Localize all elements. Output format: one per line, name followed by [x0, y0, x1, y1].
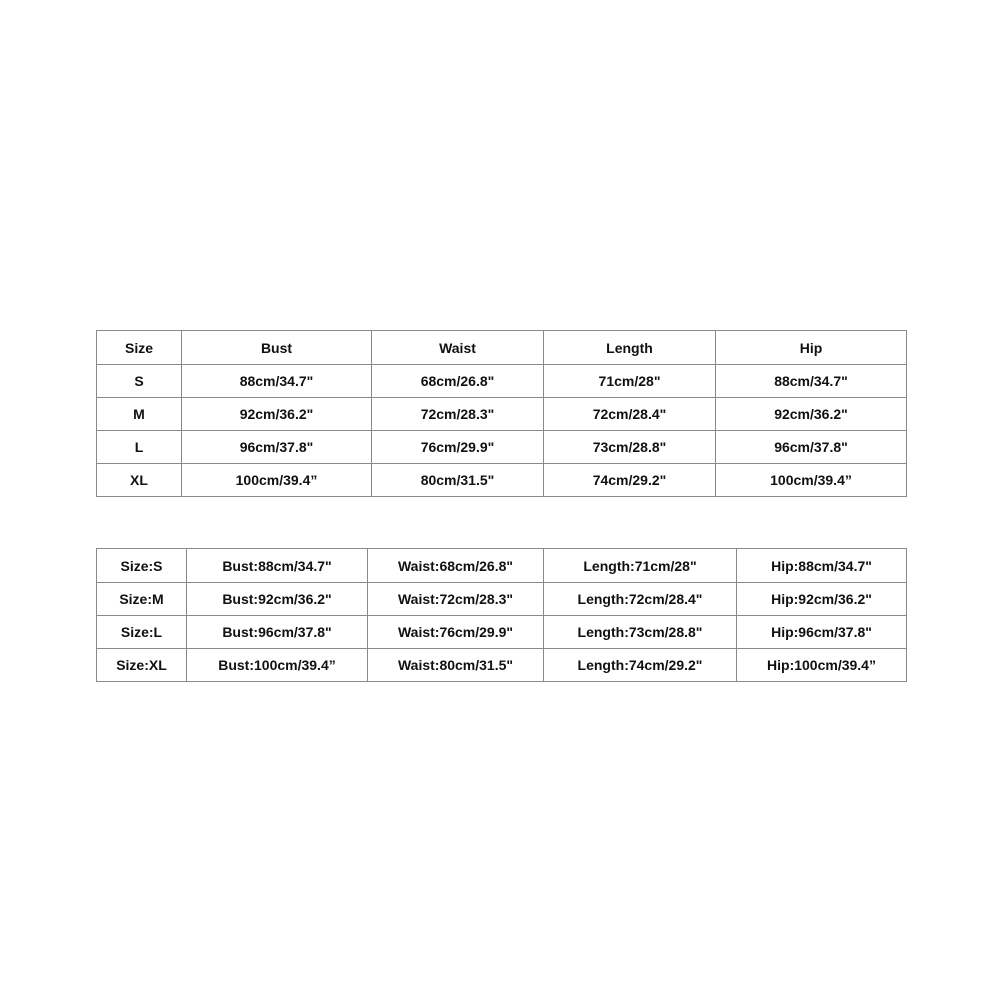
cell-hip: 96cm/37.8" [716, 431, 907, 464]
cell-bust: 100cm/39.4” [182, 464, 372, 497]
cell-hip: 92cm/36.2" [716, 398, 907, 431]
cell-hip: Hip:88cm/34.7" [737, 549, 907, 583]
cell-length: Length:73cm/28.8" [544, 616, 737, 649]
table-header-row [97, 331, 907, 365]
cell-length: 74cm/29.2" [544, 464, 716, 497]
cell-size: Size:S [97, 549, 187, 583]
cell-size: M [97, 398, 182, 431]
header-waist: Waist [372, 331, 544, 365]
cell-waist: 68cm/26.8" [372, 365, 544, 398]
table-row [97, 583, 907, 616]
table-row [97, 549, 907, 583]
cell-hip: 100cm/39.4” [716, 464, 907, 497]
cell-size: Size:M [97, 583, 187, 616]
cell-hip: Hip:100cm/39.4” [737, 649, 907, 682]
cell-size: L [97, 431, 182, 464]
header-length: Length [544, 331, 716, 365]
cell-waist: Waist:80cm/31.5" [368, 649, 544, 682]
cell-size: Size:XL [97, 649, 187, 682]
cell-bust: Bust:96cm/37.8" [187, 616, 368, 649]
cell-waist: 76cm/29.9" [372, 431, 544, 464]
cell-waist: Waist:68cm/26.8" [368, 549, 544, 583]
size-chart-table [96, 330, 907, 497]
cell-length: Length:71cm/28" [544, 549, 737, 583]
cell-length: 71cm/28" [544, 365, 716, 398]
cell-bust: Bust:88cm/34.7" [187, 549, 368, 583]
cell-size: S [97, 365, 182, 398]
cell-bust: 92cm/36.2" [182, 398, 372, 431]
cell-waist: Waist:76cm/29.9" [368, 616, 544, 649]
table-row [97, 616, 907, 649]
table-row [97, 398, 907, 431]
table-row [97, 365, 907, 398]
cell-hip: 88cm/34.7" [716, 365, 907, 398]
cell-length: Length:74cm/29.2" [544, 649, 737, 682]
cell-length: Length:72cm/28.4" [544, 583, 737, 616]
cell-bust: Bust:92cm/36.2" [187, 583, 368, 616]
cell-waist: 80cm/31.5" [372, 464, 544, 497]
header-hip: Hip [716, 331, 907, 365]
cell-size: XL [97, 464, 182, 497]
cell-waist: 72cm/28.3" [372, 398, 544, 431]
cell-bust: 96cm/37.8" [182, 431, 372, 464]
header-size: Size [97, 331, 182, 365]
cell-length: 73cm/28.8" [544, 431, 716, 464]
table-row [97, 464, 907, 497]
cell-bust: 88cm/34.7" [182, 365, 372, 398]
header-bust: Bust [182, 331, 372, 365]
size-list-table [96, 548, 907, 682]
table-row [97, 431, 907, 464]
cell-waist: Waist:72cm/28.3" [368, 583, 544, 616]
cell-bust: Bust:100cm/39.4” [187, 649, 368, 682]
cell-hip: Hip:96cm/37.8" [737, 616, 907, 649]
cell-hip: Hip:92cm/36.2" [737, 583, 907, 616]
table-row [97, 649, 907, 682]
cell-length: 72cm/28.4" [544, 398, 716, 431]
cell-size: Size:L [97, 616, 187, 649]
